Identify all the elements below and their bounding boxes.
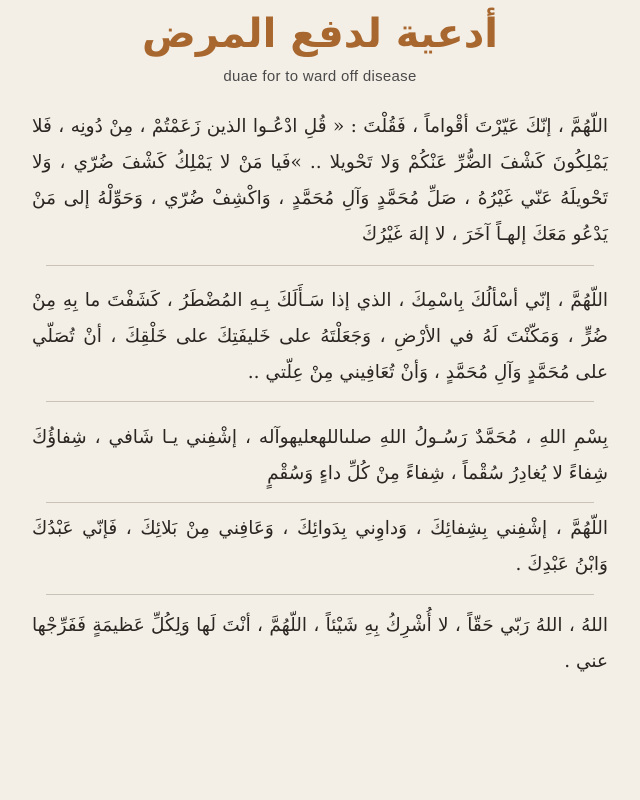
section-divider <box>46 594 594 595</box>
section-divider <box>46 401 594 402</box>
dua-paragraph-2: اللّهُمَّ ، إنّي أسْألُكَ بِاسْمِكَ ، الذي إذا سَـأَلَكَ بِـهِ المُضْطَرُ ، كَشَفْتَ ما بِهِ مِنْ ضُرٍّ ، وَمَكّنْتَ لَهُ في الأرْضِ ، وَجَعَلْتَهُ على خَليفَتِكَ على خَلْقِكَ ، أنْ تُصَلّي على مُحَمَّدٍ وَآلِ مُحَمَّدٍ ، وَأنْ تُعَافِيني مِنْ عِلّتي .. <box>32 290 608 383</box>
dua-paragraph-3: بِسْمِ اللهِ ، مُحَمَّدٌ رَسُـولُ اللهِ صلىاللهعليهوآله ، إشْفِني يـا شَافي ، شِفاؤُكَ شِفاءً لا يُغادِرُ سُقْماً ، شِفاءً مِنْ كُلِّ داءٍ وَسُقْمٍ <box>32 427 608 484</box>
page-subtitle: duae for to ward off disease <box>223 68 417 85</box>
page-title: أدعية لدفع المرض <box>142 11 498 57</box>
dua-paragraph-5: اللهُ ، اللهُ رَبّي حَقّاً ، لا أُشْرِكُ بِهِ شَيْئاً ، اللّهُمَّ ، أنْتَ لَها وَلِكُلِّ عَظيمَةٍ فَفَرِّجْها عني . <box>32 615 608 672</box>
dua-paragraph-1: اللّهُمَّ ، إنّكَ عَيّرْتَ أقْواماً ، فَقُلْتَ : « قُلِ ادْعُـوا الذين زَعَمْتُمْ ، مِنْ دُونِه ، فَلا يَمْلِكُونَ كَشْفَ الضُّرِّ عَنْكُمْ وَلا تَحْويلا .. »فَيا مَنْ لا يَمْلِكُ كَشْفَ ضُرّي ، وَلا تَحْويلَهُ عَنّي غَيْرُهُ ، صَلِّ مُحَمَّدٍ وَآلِ مُحَمَّدٍ ، وَاكْشِفْ ضُرّي ، وَحَوِّلْهُ إلى مَنْ يَدْعُو مَعَكَ إلهـاً آخَرَ ، لا إلهَ غَيْرُكَ <box>32 116 608 245</box>
section-divider <box>46 502 594 503</box>
dua-paragraph-4: اللّهُمَّ ، إشْفِني بِشِفائِكَ ، وَداوِني بِدَوائِكَ ، وَعَافِني مِنْ بَلائِكَ ، فَإنّي عَبْدُكَ وَابْنُ عَبْدِكَ . <box>32 518 608 575</box>
section-divider <box>46 265 594 266</box>
